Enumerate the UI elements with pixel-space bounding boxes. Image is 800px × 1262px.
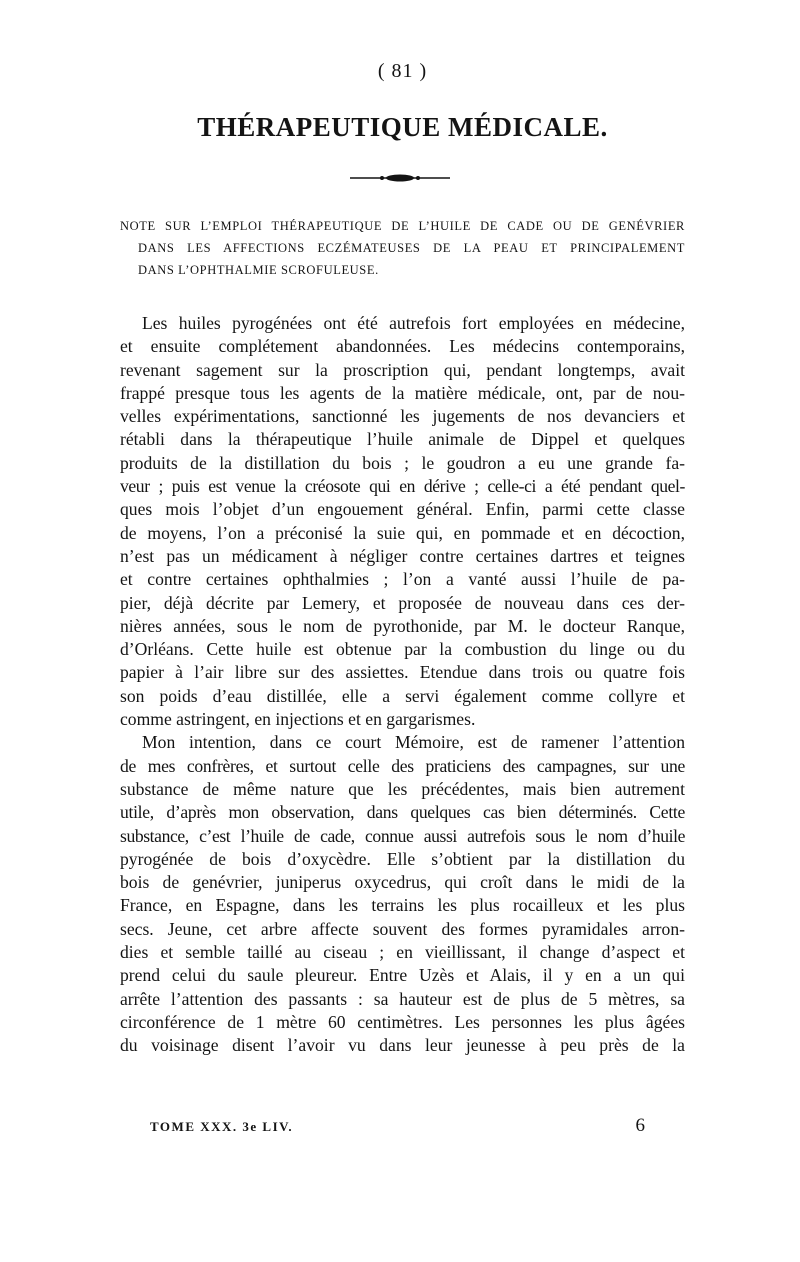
text-line: secs. Jeune, cet arbre affecte souvent des formes pyramidales arron- [120,918,685,939]
note-title-line: NOTE SUR L’EMPLOI THÉRAPEUTIQUE DE L’HUILE DE CADE OU DE GENÉVRIER [120,219,685,233]
text-line: revenant sagement sur la proscription qui, pendant longtemps, avait [120,359,685,380]
sheet-number: 6 [635,1115,645,1136]
text-line: de mes confrères, et surtout celle des praticiens des campagnes, sur une [120,755,685,776]
text-line: et ensuite complétement abandonnées. Les médecins contemporains, [120,336,685,357]
text-line: prend celui du saule pleureur. Entre Uzès et Alais, il y en a un qui [120,965,685,986]
text-line: Mon intention, dans ce court Mémoire, est de ramener l’attention [142,732,685,753]
text-line: arrête l’attention des passants : sa hauteur est de plus de 5 mètres, sa [120,988,685,1009]
text-line: papier à l’air libre sur des assiettes. Etendue dans trois ou quatre fois [120,662,685,683]
text-line: d’Orléans. Cette huile est obtenue par la combustion du linge ou du [120,639,685,660]
text-line: veur ; puis est venue la créosote qui en dérive ; celle-ci a été pendant quel- [120,476,685,497]
text-line: substance, c’est l’huile de cade, connue aussi autrefois sous le nom d’huile [120,825,685,846]
text-line: du voisinage disent l’avoir vu dans leur jeunesse à peu près de la [120,1035,685,1056]
volume-signature: TOME XXX. 3e LIV. [150,1119,294,1134]
text-line: son poids d’eau distillée, elle a servi également comme collyre et [120,685,685,706]
text-line: ques mois l’objet d’un engouement général. Enfin, parmi cette classe [120,499,685,520]
text-line: nières années, sous le nom de pyrothonide, par M. le docteur Ranque, [120,615,685,636]
text-line: et contre certaines ophthalmies ; l’on a vanté aussi l’huile de pa- [120,569,685,590]
text-line: substance de même nature que les précédentes, mais bien autrement [120,778,685,799]
text-line: comme astringent, en injections et en gargarismes. [120,709,476,730]
text-line: France, en Espagne, dans les terrains les plus rocailleux et les plus [120,895,685,916]
text-line: velles expérimentations, sanctionné les jugements de nos devanciers et [120,406,685,427]
page-number: ( 81 ) [377,60,428,82]
text-line: pyrogénée de bois d’oxycèdre. Elle s’obtient par la distillation du [120,848,685,869]
text-line: circonférence de 1 mètre 60 centimètres. Les personnes les plus âgées [120,1011,685,1032]
text-line: rétabli dans la thérapeutique l’huile animale de Dippel et quelques [120,429,685,450]
text-line: dies et semble taillé au ciseau ; en vieillissant, il change d’aspect et [120,942,685,963]
text-line: n’est pas un médicament à négliger contre certaines dartres et teignes [120,545,685,566]
ornament-rule-icon [350,171,450,185]
text-line: pier, déjà décrite par Lemery, et proposée de nouveau dans ces der- [120,592,685,613]
note-title-line: DANS LES AFFECTIONS ECZÉMATEUSES DE LA PEAU ET PRINCIPALEMENT [138,241,685,255]
note-title [120,215,685,281]
text-line: Les huiles pyrogénées ont été autrefois fort employées en médecine, [142,313,685,333]
section-title: THÉRAPEUTIQUE MÉDICALE. [197,112,608,142]
text-line: de moyens, l’on a préconisé la suie qui, en pommade et en décoction, [120,522,685,543]
body-text [120,312,685,1058]
note-title-line: DANS L’OPHTHALMIE SCROFULEUSE. [138,263,379,277]
text-line: produits de la distillation du bois ; le goudron a eu une grande fa- [120,452,685,473]
text-line: frappé presque tous les agents de la matière médicale, ont, par de nou- [120,382,685,403]
text-line: bois de genévrier, juniperus oxycedrus, qui croît dans le midi de la [120,872,685,893]
text-line: utile, d’après mon observation, dans quelques cas bien déterminés. Cette [120,802,685,823]
